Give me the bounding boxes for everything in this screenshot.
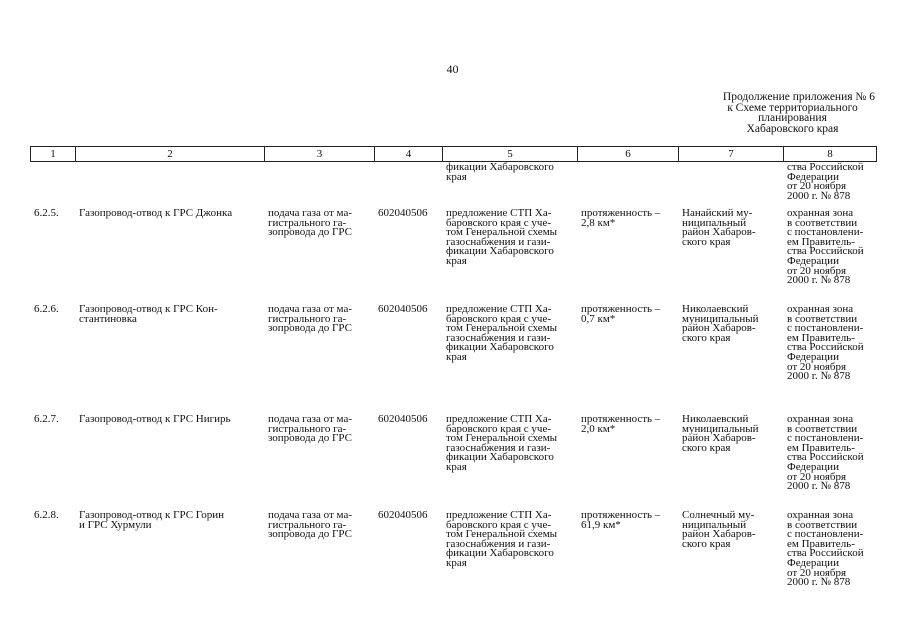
cell-name: Газопровод-отвод к ГРС Горин и ГРС Хурмули [79,509,224,531]
cell-code: 602040506 [378,207,428,219]
cell-zone: ства Российской Федерации от 20 ноября 2000 г. № 878 [787,161,864,202]
appendix-note [690,92,875,134]
table-row [30,163,876,209]
table-row [30,209,876,305]
appendix-line-3: планирования [758,112,827,124]
column-header: 2 [76,147,265,162]
cell-zone: охранная зона в соответствии с постановлени- ем Правитель- ства Российской Федерации от 20 ноября 2000 г. № 878 [787,509,864,589]
cell-number: 6.2.6. [34,303,59,315]
column-header: 1 [31,147,76,162]
column-header: 6 [578,147,679,162]
appendix-line-4: Хабаровского края [746,122,839,135]
cell-basis: предложение СТП Ха- баровского края с уче- том Генеральной схемы газоснабжения и гази- фикации Хабаровского края [446,509,558,569]
cell-number: 6.2.5. [34,207,59,219]
cell-purpose: подача газа от ма- гистрального га- зопровода до ГРС [268,509,352,541]
column-header: 4 [375,147,443,162]
cell-characteristics: протяженность – 0,7 км* [581,303,661,325]
cell-code: 602040506 [378,303,428,315]
cell-basis: предложение СТП Ха- баровского края с уче- том Генеральной схемы газоснабжения и гази- фикации Хабаровского края [446,303,558,363]
page-number: 40 [446,62,459,76]
cell-location: Николаевский муниципальный район Хабаров- ского края [682,303,759,344]
table-header [30,146,877,162]
cell-zone: охранная зона в соответствии с постановлени- ем Правитель- ства Российской Федерации от 20 ноября 2000 г. № 878 [787,413,864,493]
cell-name: Газопровод-отвод к ГРС Кон- стантиновка [79,303,218,325]
cell-zone: охранная зона в соответствии с постановлени- ем Правитель- ства Российской Федерации от 20 ноября 2000 г. № 878 [787,303,864,383]
cell-location: Солнечный му- ниципальный район Хабаров- ского края [682,509,756,550]
cell-code: 602040506 [378,509,428,521]
cell-purpose: подача газа от ма- гистрального га- зопровода до ГРС [268,413,352,445]
cell-purpose: подача газа от ма- гистрального га- зопровода до ГРС [268,207,352,239]
cell-purpose: подача газа от ма- гистрального га- зопровода до ГРС [268,303,352,335]
column-header: 3 [265,147,375,162]
cell-location: Нанайский му- ниципальный район Хабаров- ского края [682,207,756,248]
column-header: 7 [679,147,784,162]
appendix-line-1: Продолжение приложения № 6 [722,91,875,103]
cell-number: 6.2.8. [34,509,59,521]
table-row [30,415,876,511]
table-row [30,305,876,415]
cell-name: Газопровод-отвод к ГРС Джонка [79,207,233,219]
cell-name: Газопровод-отвод к ГРС Нигирь [79,413,231,425]
table-row [30,511,876,607]
appendix-line-2: к Схеме территориального [727,101,858,114]
cell-number: 6.2.7. [34,413,59,425]
cell-location: Николаевский муниципальный район Хабаров- ского края [682,413,759,454]
cell-characteristics: протяженность – 2,0 км* [581,413,661,435]
column-header: 8 [784,147,877,162]
cell-characteristics: протяженность – 61,9 км* [581,509,661,531]
cell-code: 602040506 [378,413,428,425]
column-header: 5 [443,147,578,162]
cell-basis: фикации Хабаровского края [446,161,554,183]
cell-basis: предложение СТП Ха- баровского края с уче- том Генеральной схемы газоснабжения и гази- фикации Хабаровского края [446,207,558,267]
cell-characteristics: протяженность – 2,8 км* [581,207,661,229]
cell-zone: охранная зона в соответствии с постановлени- ем Правитель- ства Российской Федерации от 20 ноября 2000 г. № 878 [787,207,864,287]
gas-pipeline-table [30,163,876,607]
cell-basis: предложение СТП Ха- баровского края с уче- том Генеральной схемы газоснабжения и гази- фикации Хабаровского края [446,413,558,473]
